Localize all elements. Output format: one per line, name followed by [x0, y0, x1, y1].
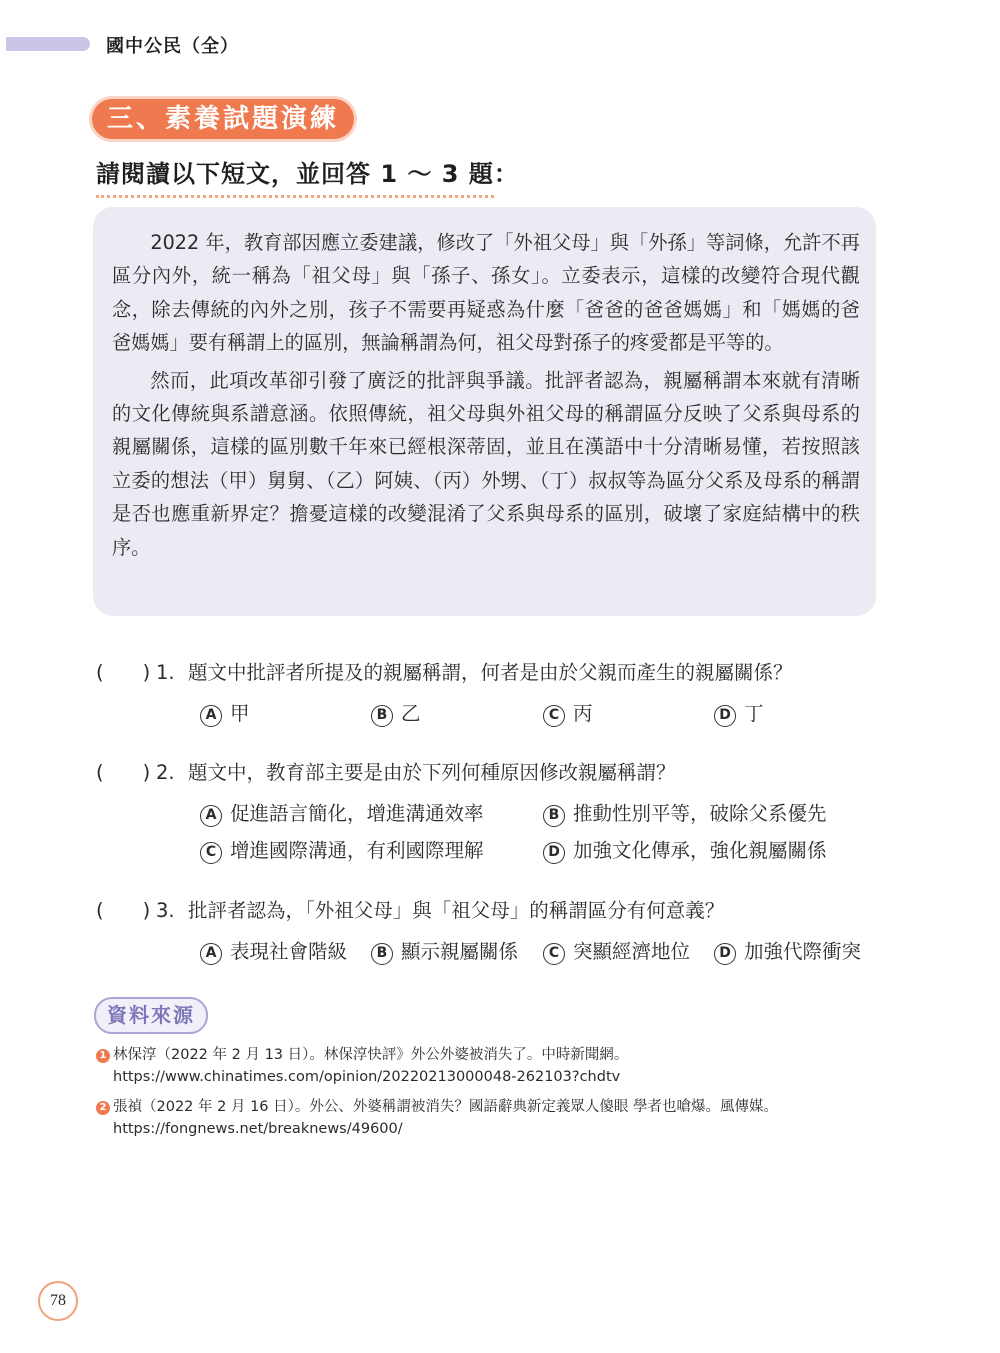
- option-letter-icon: C: [200, 842, 222, 864]
- source-item-1: [96, 1043, 628, 1064]
- option-text: 乙: [401, 702, 421, 725]
- option-c[interactable]: [200, 835, 484, 864]
- option-text: 顯示親屬關係: [401, 940, 519, 963]
- header-decoration-bar: [6, 37, 90, 51]
- option-text: 丁: [744, 702, 764, 725]
- option-letter-icon: D: [714, 705, 736, 727]
- option-letter-icon: B: [543, 805, 565, 827]
- question-number: 3.: [156, 899, 175, 922]
- option-letter-icon: B: [371, 705, 393, 727]
- book-title: 國中公民（全）: [106, 36, 239, 57]
- answer-blank[interactable]: ( ): [96, 761, 151, 784]
- option-letter-icon: B: [371, 943, 393, 965]
- question-2: [96, 757, 676, 785]
- option-text: 加強文化傳承，強化親屬關係: [573, 839, 827, 862]
- option-d[interactable]: [543, 835, 827, 864]
- option-text: 突顯經濟地位: [573, 940, 691, 963]
- instruction-text: 請閱讀以下短文，並回答 1 ～ 3 題：: [96, 154, 494, 198]
- option-letter-icon: A: [200, 705, 222, 727]
- option-c[interactable]: [543, 698, 593, 727]
- question-number: 1.: [156, 661, 175, 684]
- source-url-2[interactable]: https://fongnews.net/breaknews/49600/: [113, 1121, 403, 1137]
- option-b[interactable]: [371, 936, 518, 965]
- question-text: 批評者認為，「外祖父母」與「祖父母」的稱謂區分有何意義？: [188, 899, 725, 922]
- passage-paragraph-2: 然而，此項改革卻引發了廣泛的批評與爭議。批評者認為，親屬稱謂本來就有清晰的文化傳統與系譜意涵。依照傳統，祖父母與外祖父母的稱謂區分反映了父系與母系的親屬關係，這樣的區別數千年來已經根深蒂固，並且在漢語中十分清晰易懂，若按照該立委的想法（甲）舅舅、（乙）阿姨、（丙）外甥、（丁）叔叔等為區分父系及母系的稱謂是否也應重新界定？擔憂這樣的改變混淆了父系與母系的區別，破壞了家庭結構中的秩序。: [112, 368, 860, 559]
- option-c[interactable]: [543, 936, 690, 965]
- option-a[interactable]: [200, 698, 250, 727]
- option-letter-icon: C: [543, 705, 565, 727]
- question-number: 2.: [156, 761, 175, 784]
- question-3: [96, 895, 724, 923]
- question-1: [96, 657, 793, 685]
- passage-paragraph-1: 2022 年，教育部因應立委建議，修改了「外祖父母」與「外孫」等詞條，允許不再區分內外，統一稱為「祖父母」與「孫子、孫女」。立委表示，這樣的改變符合現代觀念，除去傳統的內外之別，孩子不需要再疑惑為什麼「爸爸的爸爸媽媽」和「媽媽的爸爸媽媽」要有稱謂上的區別，無論稱謂為何，祖父母對孫子的疼愛都是平等的。: [112, 231, 860, 355]
- option-letter-icon: D: [714, 943, 736, 965]
- source-citation: 林保淳（2022 年 2 月 13 日）。林保淳快評》外公外婆被消失了。中時新聞網。: [113, 1047, 629, 1063]
- source-citation: 張禎（2022 年 2 月 16 日）。外公、外婆稱謂被消失？國語辭典新定義眾人傻眼 學者也嗆爆。風傳媒。: [113, 1099, 778, 1115]
- option-b[interactable]: [543, 798, 827, 827]
- number-bullet-icon: 2: [96, 1101, 110, 1115]
- question-text: 題文中，教育部主要是由於下列何種原因修改親屬稱謂？: [188, 761, 676, 784]
- section-heading: 三、素養試題演練: [92, 99, 354, 139]
- option-b[interactable]: [371, 698, 421, 727]
- answer-blank[interactable]: ( ): [96, 899, 151, 922]
- option-a[interactable]: [200, 798, 484, 827]
- question-text: 題文中批評者所提及的親屬稱謂，何者是由於父親而產生的親屬關係？: [188, 661, 793, 684]
- option-text: 推動性別平等，破除父系優先: [573, 802, 827, 825]
- option-text: 增進國際溝通，有利國際理解: [230, 839, 484, 862]
- option-text: 丙: [573, 702, 593, 725]
- option-text: 促進語言簡化，增進溝通效率: [230, 802, 484, 825]
- option-a[interactable]: [200, 936, 347, 965]
- option-text: 加強代際衝突: [744, 940, 862, 963]
- option-text: 表現社會階級: [230, 940, 348, 963]
- option-text: 甲: [230, 702, 250, 725]
- answer-blank[interactable]: ( ): [96, 661, 151, 684]
- option-letter-icon: A: [200, 943, 222, 965]
- source-item-2: [96, 1095, 778, 1116]
- source-url-1[interactable]: https://www.chinatimes.com/opinion/20220213000048-262103?chdtv: [113, 1069, 621, 1085]
- option-d[interactable]: [714, 698, 764, 727]
- option-letter-icon: C: [543, 943, 565, 965]
- option-letter-icon: A: [200, 805, 222, 827]
- option-letter-icon: D: [543, 842, 565, 864]
- page-number: 78: [38, 1281, 78, 1321]
- option-d[interactable]: [714, 936, 861, 965]
- reading-passage: [112, 226, 860, 564]
- number-bullet-icon: 1: [96, 1049, 110, 1063]
- sources-label: 資料來源: [94, 997, 208, 1034]
